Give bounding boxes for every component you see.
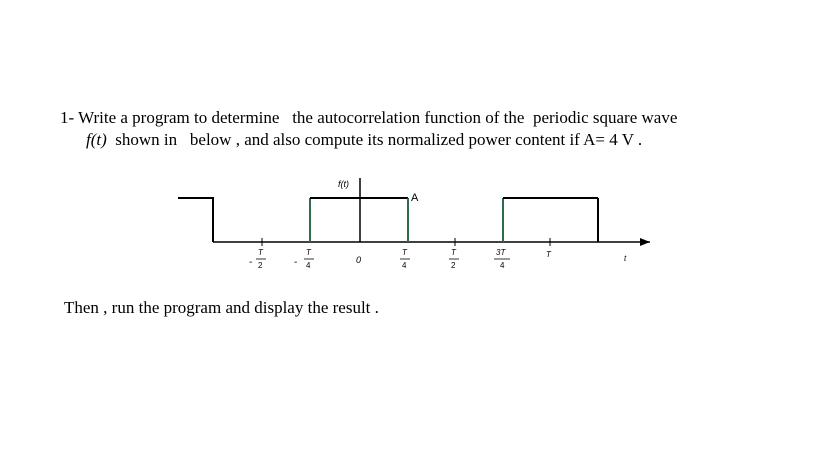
tick-neg-half-den: 2	[258, 261, 263, 270]
function-name: f(t)	[86, 130, 107, 149]
tick-half-den: 2	[451, 261, 456, 270]
tick-quarter-den: 4	[402, 261, 407, 270]
tick-three-quarter-den: 4	[500, 261, 505, 270]
tick-neg-half-sign: -	[249, 257, 253, 268]
question-line-1: 1- Write a program to determine the autocorrelation function of the periodic square wave	[60, 108, 678, 127]
tick-full: T	[546, 250, 551, 259]
tick-neg-quarter-num: T	[306, 248, 311, 257]
tick-neg-quarter-den: 4	[306, 261, 311, 270]
t-axis-label: t	[624, 254, 627, 263]
time-axis-arrow	[640, 238, 650, 246]
question-line-2-text: shown in below , and also compute its normalized power content if A= 4 V .	[106, 130, 643, 149]
tick-neg-quarter-sign: -	[294, 257, 298, 268]
tick-three-quarter-num: 3T	[496, 248, 506, 257]
tick-half-num: T	[451, 248, 456, 257]
pulse-left	[178, 198, 213, 242]
tick-neg-half-num: T	[258, 248, 263, 257]
question-line-3: Then , run the program and display the result .	[64, 298, 379, 317]
tick-zero: 0	[356, 255, 362, 265]
tick-quarter-num: T	[402, 248, 407, 257]
func-label: f(t)	[338, 179, 349, 189]
amplitude-label: A	[411, 192, 419, 204]
